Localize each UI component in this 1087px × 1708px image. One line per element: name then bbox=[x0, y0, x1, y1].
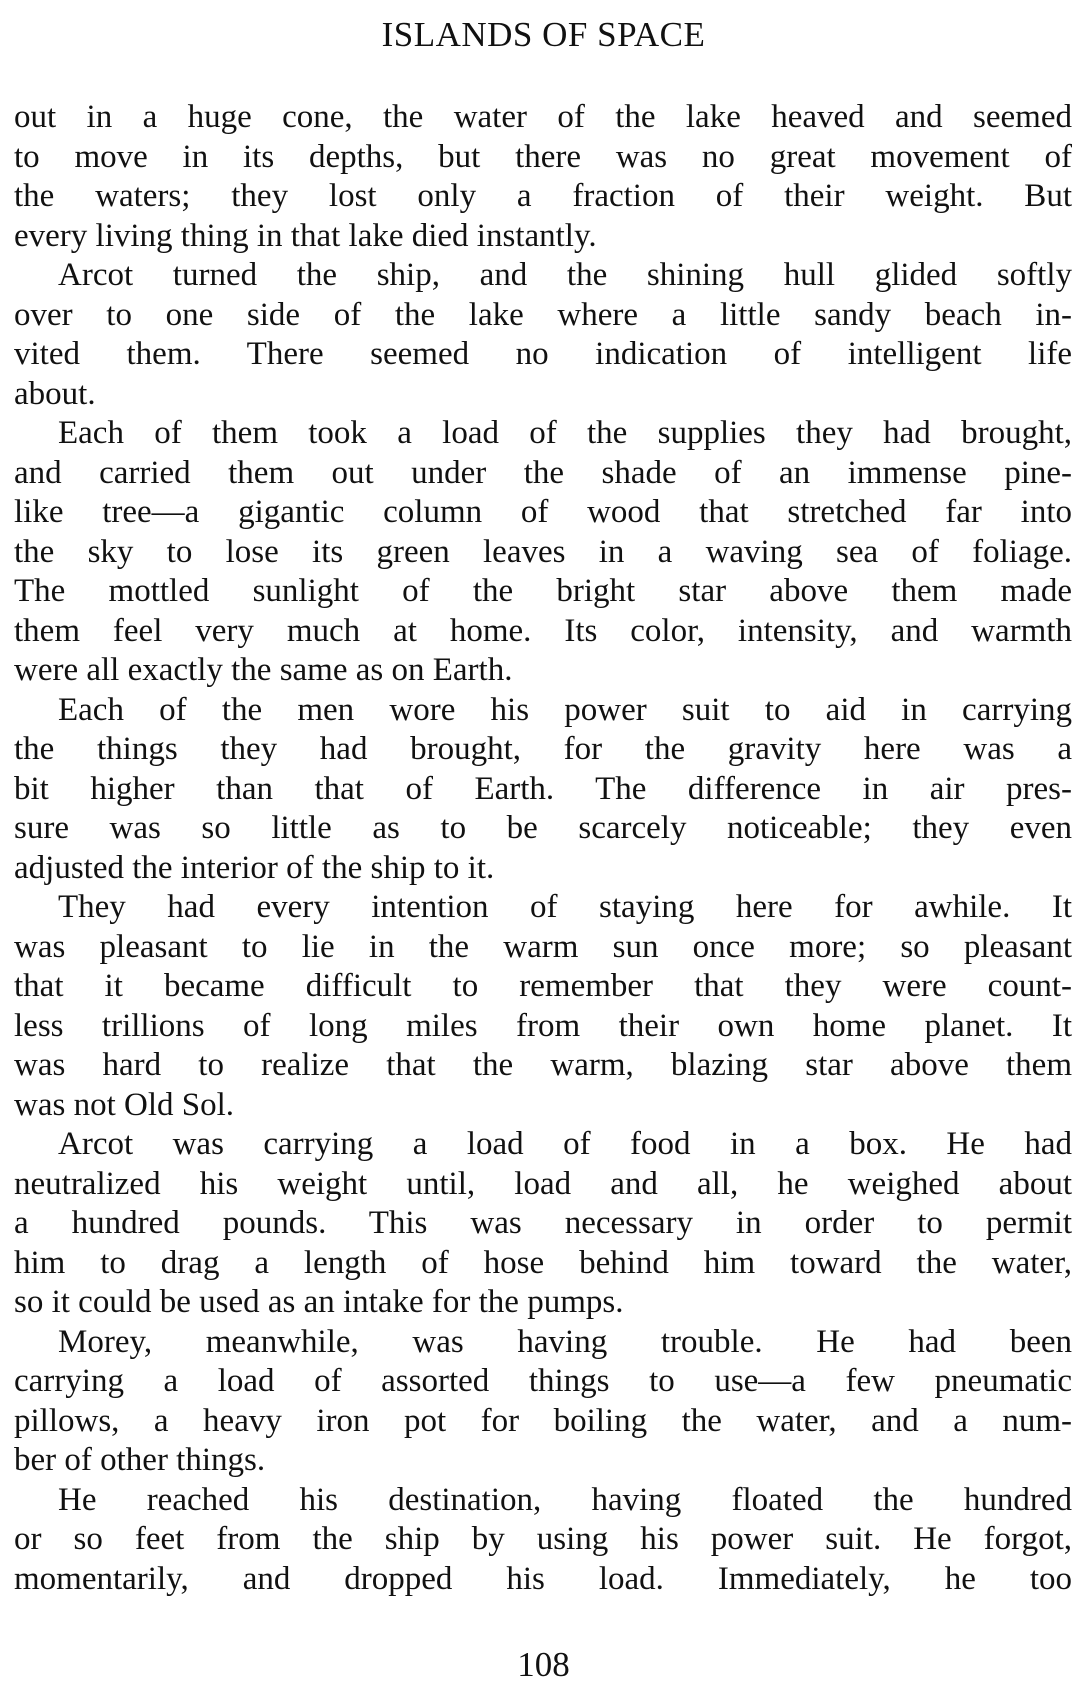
text-line: Arcot turned the ship, and the shining hull glided softly bbox=[58, 257, 1072, 293]
text-line: adjusted the interior of the ship to it. bbox=[14, 849, 495, 886]
text-line: Each of the men wore his power suit to aid in carrying bbox=[58, 691, 1072, 728]
text-line: Morey, meanwhile, was having trouble. He had been bbox=[58, 1323, 1072, 1360]
text-line: like tree—a gigantic column of wood that stretched far into bbox=[14, 494, 1072, 530]
text-line: sure was so little as to be scarcely noticeable; they even bbox=[14, 810, 1072, 846]
text-line: momentarily, and dropped his load. Immediately, he too bbox=[14, 1560, 1072, 1597]
text-line: was hard to realize that the warm, blazing star above them bbox=[14, 1047, 1072, 1083]
text-line: Arcot was carrying a load of food in a box. He had bbox=[58, 1126, 1072, 1162]
paragraph bbox=[14, 1323, 1072, 1481]
text-line: pillows, a heavy iron pot for boiling the water, and a num- bbox=[14, 1402, 1072, 1439]
text-line: out in a huge cone, the water of the lake heaved and seemed bbox=[14, 99, 1072, 135]
text-line: were all exactly the same as on Earth. bbox=[14, 652, 513, 688]
text-line: the waters; they lost only a fraction of their weight. But bbox=[14, 178, 1072, 214]
paragraph bbox=[14, 1481, 1072, 1600]
text-line: them feel very much at home. Its color, intensity, and warmth bbox=[14, 612, 1072, 649]
paragraph bbox=[14, 888, 1072, 1125]
text-line: He reached his destination, having floated the hundred bbox=[58, 1481, 1072, 1518]
text-line: that it became difficult to remember that they were count- bbox=[14, 968, 1072, 1004]
text-line: or so feet from the ship by using his power suit. He forgot, bbox=[14, 1521, 1072, 1557]
text-line: was pleasant to lie in the warm sun once more; so pleasant bbox=[14, 928, 1072, 965]
text-line: ber of other things. bbox=[14, 1442, 266, 1478]
paragraph bbox=[14, 691, 1072, 889]
paragraph bbox=[14, 1125, 1072, 1323]
paragraph bbox=[14, 256, 1072, 414]
text-line: over to one side of the lake where a little sandy beach in- bbox=[14, 296, 1072, 333]
text-line: less trillions of long miles from their own home planet. It bbox=[14, 1007, 1072, 1044]
text-line: and carried them out under the shade of an immense pine- bbox=[14, 454, 1072, 491]
text-line: a hundred pounds. This was necessary in order to permit bbox=[14, 1205, 1072, 1241]
page-number: 108 bbox=[517, 1645, 570, 1684]
running-head: ISLANDS OF SPACE bbox=[381, 15, 706, 54]
text-line: so it could be used as an intake for the pumps. bbox=[14, 1284, 624, 1320]
paragraph bbox=[14, 414, 1072, 691]
text-line: Each of them took a load of the supplies they had brought, bbox=[58, 415, 1072, 451]
text-line: They had every intention of staying here for awhile. It bbox=[58, 889, 1072, 925]
text-line: about. bbox=[14, 375, 96, 412]
text-line: the sky to lose its green leaves in a waving sea of foliage. bbox=[14, 533, 1072, 570]
paragraph bbox=[14, 98, 1072, 256]
body-text bbox=[14, 98, 1072, 1599]
text-line: vited them. There seemed no indication of intelligent life bbox=[14, 336, 1072, 372]
text-line: him to drag a length of hose behind him toward the water, bbox=[14, 1244, 1072, 1281]
text-line: neutralized his weight until, load and all, he weighed about bbox=[14, 1165, 1072, 1202]
text-line: was not Old Sol. bbox=[14, 1086, 235, 1123]
text-line: bit higher than that of Earth. The difference in air pres- bbox=[14, 770, 1072, 807]
text-line: every living thing in that lake died instantly. bbox=[14, 217, 597, 254]
text-line: to move in its depths, but there was no great movement of bbox=[14, 138, 1072, 175]
text-line: the things they had brought, for the gravity here was a bbox=[14, 731, 1072, 767]
text-line: The mottled sunlight of the bright star above them made bbox=[14, 573, 1072, 609]
text-line: carrying a load of assorted things to use—a few pneumatic bbox=[14, 1363, 1072, 1399]
